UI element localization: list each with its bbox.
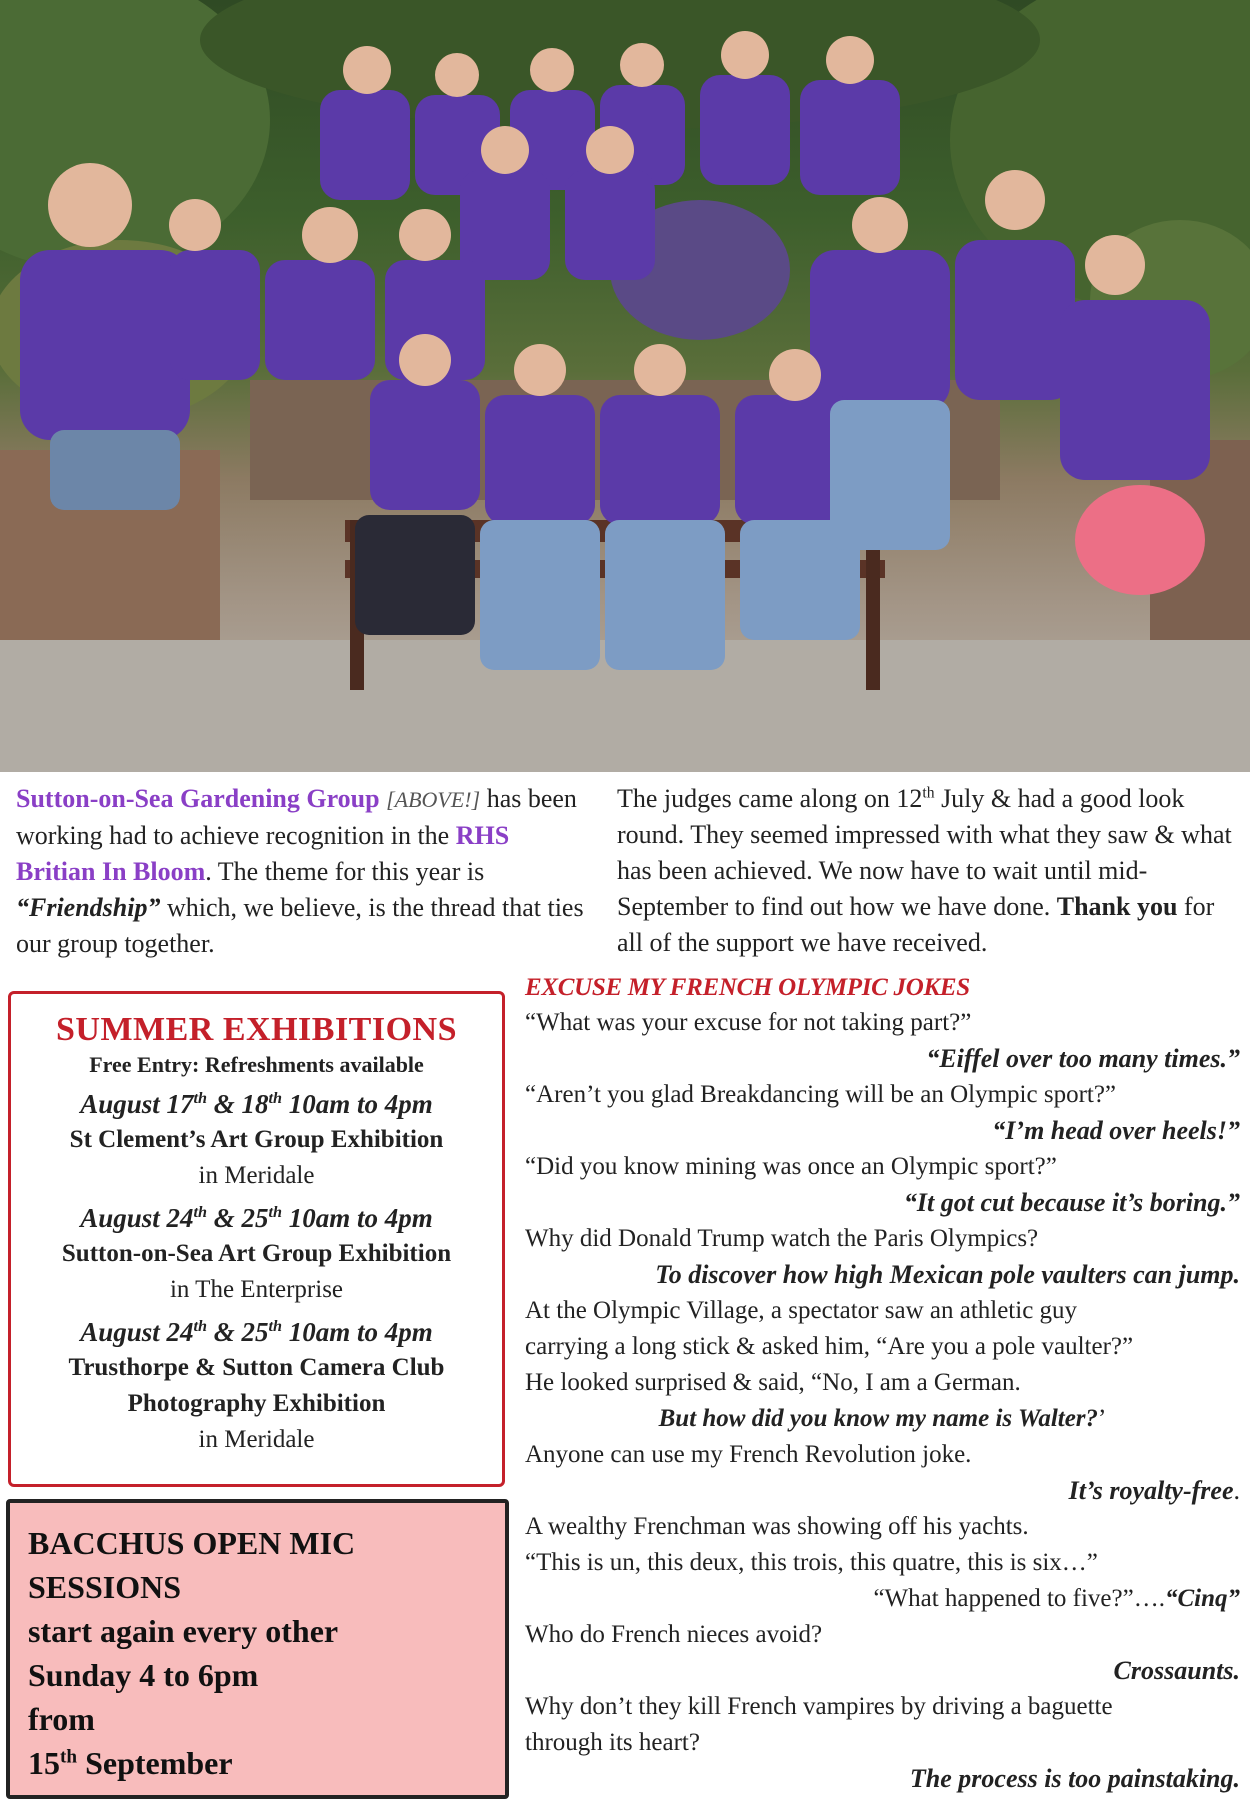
exhibition-place: in The Enterprise: [169, 1276, 344, 1303]
joke-text: Anyone can use my French Revolution joke.: [525, 1441, 972, 1468]
joke-answer-text: But how did you know my name is Walter?: [658, 1405, 1099, 1432]
joke-answer-tail: ’: [1098, 1405, 1107, 1432]
exhibition-date: [11, 1314, 502, 1350]
exhibition-name-2: Photography Exhibition: [127, 1390, 386, 1417]
joke-question: “What was your excuse for not taking part?”: [525, 1009, 972, 1036]
date-sup: th: [268, 1089, 283, 1107]
group-name: Sutton-on-Sea Gardening Group: [16, 784, 380, 813]
date-sup: th: [268, 1203, 283, 1221]
date-part: & 25: [207, 1203, 269, 1233]
judges-text-1: The judges came along on 12: [617, 784, 923, 813]
date-sup: th: [60, 1746, 78, 1768]
caption-text-3: which, we believe, is the thread that ties our group together.: [16, 893, 584, 958]
joke-question: “Did you know mining was once an Olympic sport?”: [525, 1153, 1057, 1180]
joke-answer: “It got cut because it’s boring.”: [903, 1188, 1240, 1217]
joke-answer: The process is too painstaking.: [909, 1764, 1240, 1793]
date-sup: th: [193, 1317, 208, 1335]
olympic-jokes: [525, 971, 1240, 1797]
joke-question-text: “What happened to five?”….: [873, 1585, 1165, 1612]
bacchus-line: Sunday 4 to 6pm: [28, 1657, 259, 1693]
bacchus-line: start again every other: [28, 1613, 339, 1649]
exhibition-name: Trusthorpe & Sutton Camera Club: [68, 1354, 445, 1381]
joke-question: Why did Donald Trump watch the Paris Olympics?: [525, 1225, 1039, 1252]
date-part: & 25: [207, 1317, 269, 1347]
bacchus-line: from: [28, 1701, 95, 1737]
judges-paragraph: [617, 781, 1242, 961]
bacchus-open-mic-box: [6, 1499, 509, 1799]
date-part: August 24: [80, 1317, 194, 1347]
joke-answer: [525, 1401, 1240, 1437]
date-rest: September: [77, 1745, 233, 1781]
date-part: August 24: [80, 1203, 194, 1233]
exhibition-item: [11, 1086, 502, 1194]
date-time: 10am to 4pm: [282, 1089, 433, 1119]
exhibition-name: Sutton-on-Sea Art Group Exhibition: [61, 1240, 452, 1267]
joke-answer-text: It’s royalty-free: [1068, 1476, 1234, 1505]
group-photo: [0, 0, 1250, 772]
theme-text: “Friendship”: [16, 893, 161, 922]
joke-text: “This is un, this deux, this trois, this quatre, this is six…”: [525, 1549, 1098, 1576]
joke-answer: [525, 1581, 1240, 1617]
exhibition-name: St Clement’s Art Group Exhibition: [69, 1126, 444, 1153]
joke-question: through its heart?: [525, 1729, 700, 1756]
jokes-heading: EXCUSE MY FRENCH OLYMPIC JOKES: [525, 974, 970, 1001]
joke-answer: “I’m head over heels!”: [992, 1116, 1240, 1145]
judges-sup: th: [922, 784, 935, 802]
joke-question: Why don’t they kill French vampires by driving a baguette: [525, 1693, 1113, 1720]
joke-text: carrying a long stick & asked him, “Are you a pole vaulter?”: [525, 1333, 1134, 1360]
bacchus-date-line: [28, 1741, 487, 1785]
joke-question: “Aren’t you glad Breakdancing will be an Olympic sport?”: [525, 1081, 1117, 1108]
joke-question: Who do French nieces avoid?: [525, 1621, 823, 1648]
exhibition-date: [11, 1200, 502, 1236]
caption-text-1: has been working had to achieve recognition in the: [16, 784, 577, 850]
joke-answer: [525, 1473, 1240, 1509]
date-time: 10am to 4pm: [282, 1203, 433, 1233]
bacchus-line: BACCHUS OPEN MIC: [28, 1525, 356, 1561]
gardening-caption: [16, 781, 591, 962]
joke-text: A wealthy Frenchman was showing off his yachts.: [525, 1513, 1029, 1540]
above-note: [ABOVE!]: [386, 787, 481, 812]
exhibition-place: in Meridale: [198, 1162, 315, 1189]
joke-answer: To discover how high Mexican pole vaulters can jump.: [655, 1260, 1240, 1289]
date-sup: th: [268, 1317, 283, 1335]
joke-answer-text: “Cinq”: [1164, 1585, 1240, 1612]
joke-answer: “Eiffel over too many times.”: [926, 1044, 1240, 1073]
date-sup: th: [193, 1089, 208, 1107]
caption-text-2: . The theme for this year is: [205, 857, 485, 886]
exhibition-date: [11, 1086, 502, 1122]
date-part: August 17: [80, 1089, 194, 1119]
date-time: 10am to 4pm: [282, 1317, 433, 1347]
exhibition-place: in Meridale: [198, 1426, 315, 1453]
judges-text-2: July & had a good look round. They seemed impressed with what they saw & what has been achieved. We now have to wait until mid-September to find out how we have done.: [617, 784, 1232, 921]
joke-text: He looked surprised & said, “No, I am a German.: [525, 1369, 1021, 1396]
date-num: 15: [28, 1745, 60, 1781]
judges-text-3: for all of the support we have received.: [617, 892, 1215, 957]
joke-text: At the Olympic Village, a spectator saw an athletic guy: [525, 1297, 1078, 1324]
joke-answer: Crossaunts.: [1113, 1656, 1240, 1685]
bacchus-line: SESSIONS: [28, 1569, 181, 1605]
joke-answer-tail: .: [1233, 1476, 1240, 1505]
exhibition-item: [11, 1314, 502, 1458]
summer-exhibitions-box: [8, 991, 505, 1487]
group-photo-illustration: [0, 0, 1250, 772]
summer-title: SUMMER EXHIBITIONS: [55, 1011, 457, 1048]
date-part: & 18: [207, 1089, 269, 1119]
summer-subtitle: Free Entry: Refreshments available: [89, 1052, 424, 1077]
rhs-link-text: RHS Britian In Bloom: [16, 821, 510, 886]
thank-you-text: Thank you: [1056, 892, 1178, 921]
exhibition-item: [11, 1200, 502, 1308]
date-sup: th: [193, 1203, 208, 1221]
